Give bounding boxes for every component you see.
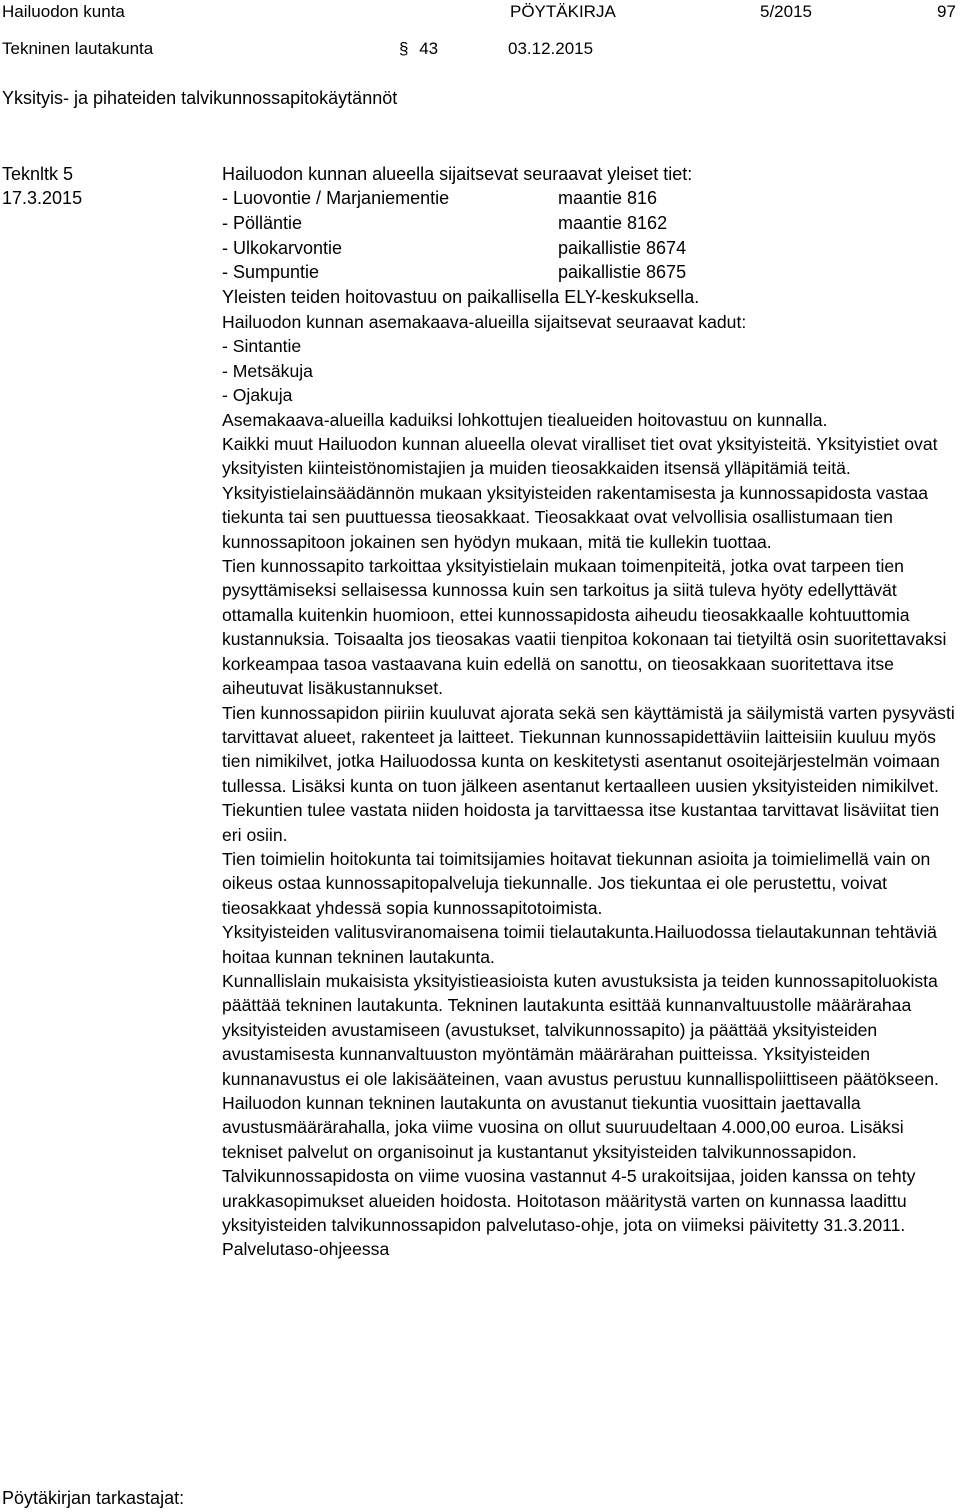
street-item: - Metsäkuja (222, 360, 313, 381)
road-row (222, 236, 686, 260)
paragraph: Asemakaava-alueilla kaduiksi lohkottujen tiealueiden hoitovastuu on kunnalla. (222, 409, 828, 430)
page-title: Yksityis- ja pihateiden talvikunnossapitokäytännöt (2, 88, 398, 108)
municipality-name: Hailuodon kunta (2, 2, 125, 21)
road-type: maantie 816 (558, 188, 658, 208)
road-name: - Pölläntie (222, 213, 303, 233)
meeting-date: 03.12.2015 (508, 39, 594, 58)
road-row (222, 211, 667, 235)
paragraph: Tien kunnossapidon piiriin kuuluvat ajorata sekä sen käyttämistä ja säilymistä varten pysyvästi tarvittavat alueet, rakenteet ja laitteet. Tiekunnan kunnossapidettäviin laitteisiin kuuluu myös tien nimikilvet, jotka Hailuodossa kunta on keskitetysti asentanut osoitejärjestelmän voimaan tullessa. Lisäksi kunta on tuon jälkeen asentanut kertaalleen uusien yksityisteiden nimikilvet. Tiekuntien tulee vastata niiden hoidosta ja tarvittaessa itse kustantaa tarvittavat lisäviitat tien eri osiin. (222, 702, 955, 845)
streets-intro: Hailuodon kunnan asemakaava-alueilla sijaitsevat seuraavat kadut: (222, 312, 747, 332)
road-row (222, 186, 657, 210)
paragraph: Hailuodon kunnan tekninen lautakunta on avustanut tiekuntia vuosittain jaettavalla avustusmäärärahalla, joka viime vuosina on ollut suuruudeltaan 4.000,00 euroa. Lisäksi tekniset palvelut on organisoinut ja kustantanut yksityisteiden talvikunnossapidon. (222, 1093, 904, 1162)
footer-reviewers-label: Pöytäkirjan tarkastajat: (2, 1488, 185, 1508)
paragraph: Tien toimielin hoitokunta tai toimitsijamies hoitavat tiekunnan asioita ja toimielimellä vain on oikeus ostaa kunnossapitopalveluja tiekunnalle. Jos tiekuntaa ei ole perustettu, voivat tieosakkaat yhdessä sopia kunnossapitotoimista. (222, 848, 931, 918)
road-responsibility: Yleisten teiden hoitovastuu on paikallisella ELY-keskuksella. (222, 287, 700, 307)
roads-intro: Hailuodon kunnan alueella sijaitsevat seuraavat yleiset tiet: (222, 164, 693, 184)
street-item: - Ojakuja (222, 385, 293, 406)
street-item: - Sintantie (222, 336, 302, 357)
page-number: 97 (937, 2, 956, 21)
road-row (222, 260, 686, 284)
committee-name: Tekninen lautakunta (2, 39, 154, 58)
road-name: - Sumpuntie (222, 262, 320, 282)
reference-date: 17.3.2015 (2, 188, 83, 208)
body-text (222, 310, 958, 1262)
road-type: paikallistie 8675 (558, 262, 687, 282)
section-number (399, 37, 438, 61)
section-number-value: 43 (419, 39, 439, 58)
paragraph: Kunnallislain mukaisista yksityistieasioista kuten avustuksista ja teiden kunnossapitoluokista päättää tekninen lautakunta. Tekninen lautakunta esittää kunnanvaltuustolle määrärahaa yksityisteiden avustamiseen (avustukset, talvikunnossapito) ja päättää yksityisteiden avustamisesta kunnanvaltuuston myöntämän määrärahan puitteissa. Yksityisteiden kunnanavustus ei ole lakisääteinen, vaan avustus perustuu kunnallispoliittiseen päätökseen. (222, 970, 939, 1089)
paragraph: Tien kunnossapito tarkoittaa yksityistielain mukaan toimenpiteitä, jotka ovat tarpeen tien pysyttämiseksi sellaisessa kunnossa kuin sen tarkoitus ja siitä tuleva hyöty edellyttävät ottamalla kuitenkin huomioon, ettei kunnossapidosta aiheudu tieosakkaalle kohtuuttomia kustannuksia. Toisaalta jos tieosakas vaatii tienpitoa kokonaan tai tietyiltä osin suoritettavaksi korkeampaa tasoa vastaavana kuin edellä on sanottu, on tieosakkaan suoritettava itse aiheutuvat lisäkustannukset. (222, 556, 947, 699)
reference-label: Teknltk 5 (2, 164, 74, 184)
document-type: PÖYTÄKIRJA (510, 2, 616, 21)
road-name: - Ulkokarvontie (222, 238, 343, 258)
road-name: - Luovontie / Marjaniementie (222, 188, 450, 208)
road-type: paikallistie 8674 (558, 238, 687, 258)
paragraph: Yksityisteiden valitusviranomaisena toimii tielautakunta.Hailuodossa tielautakunnan tehtäviä hoitaa kunnan tekninen lautakunta. (222, 922, 937, 967)
paragraph: Talvikunnossapidosta on viime vuosina vastannut 4-5 urakoitsijaa, joiden kanssa on tehty urakkasopimukset alueiden hoidosta. Hoitotason määritystä varten on kunnassa laadittu yksityisteiden talvikunnossapidon palvelutaso-ohje, jota on viimeksi päivitetty 31.3.2011. Palvelutaso-ohjeessa (222, 1166, 916, 1260)
paragraph: Kaikki muut Hailuodon kunnan alueella olevat viralliset tiet ovat yksityisteitä. Yksityistiet ovat yksityisten kiinteistönomistajien ja muiden tieosakkaiden itsensä ylläpitämiä teitä. Yksityistielainsäädännön mukaan yksityisteiden rakentamisesta ja kunnossapidosta vastaa tiekunta tai sen puuttuessa tieosakkaat. Tieosakkaat ovat velvollisia osallistumaan tien kunnossapitoon jokainen sen hyödyn mukaan, mitä tie kullekin tuottaa. (222, 434, 938, 552)
document-number: 5/2015 (760, 2, 812, 21)
section-icon: § (399, 39, 409, 58)
road-type: maantie 8162 (558, 213, 668, 233)
